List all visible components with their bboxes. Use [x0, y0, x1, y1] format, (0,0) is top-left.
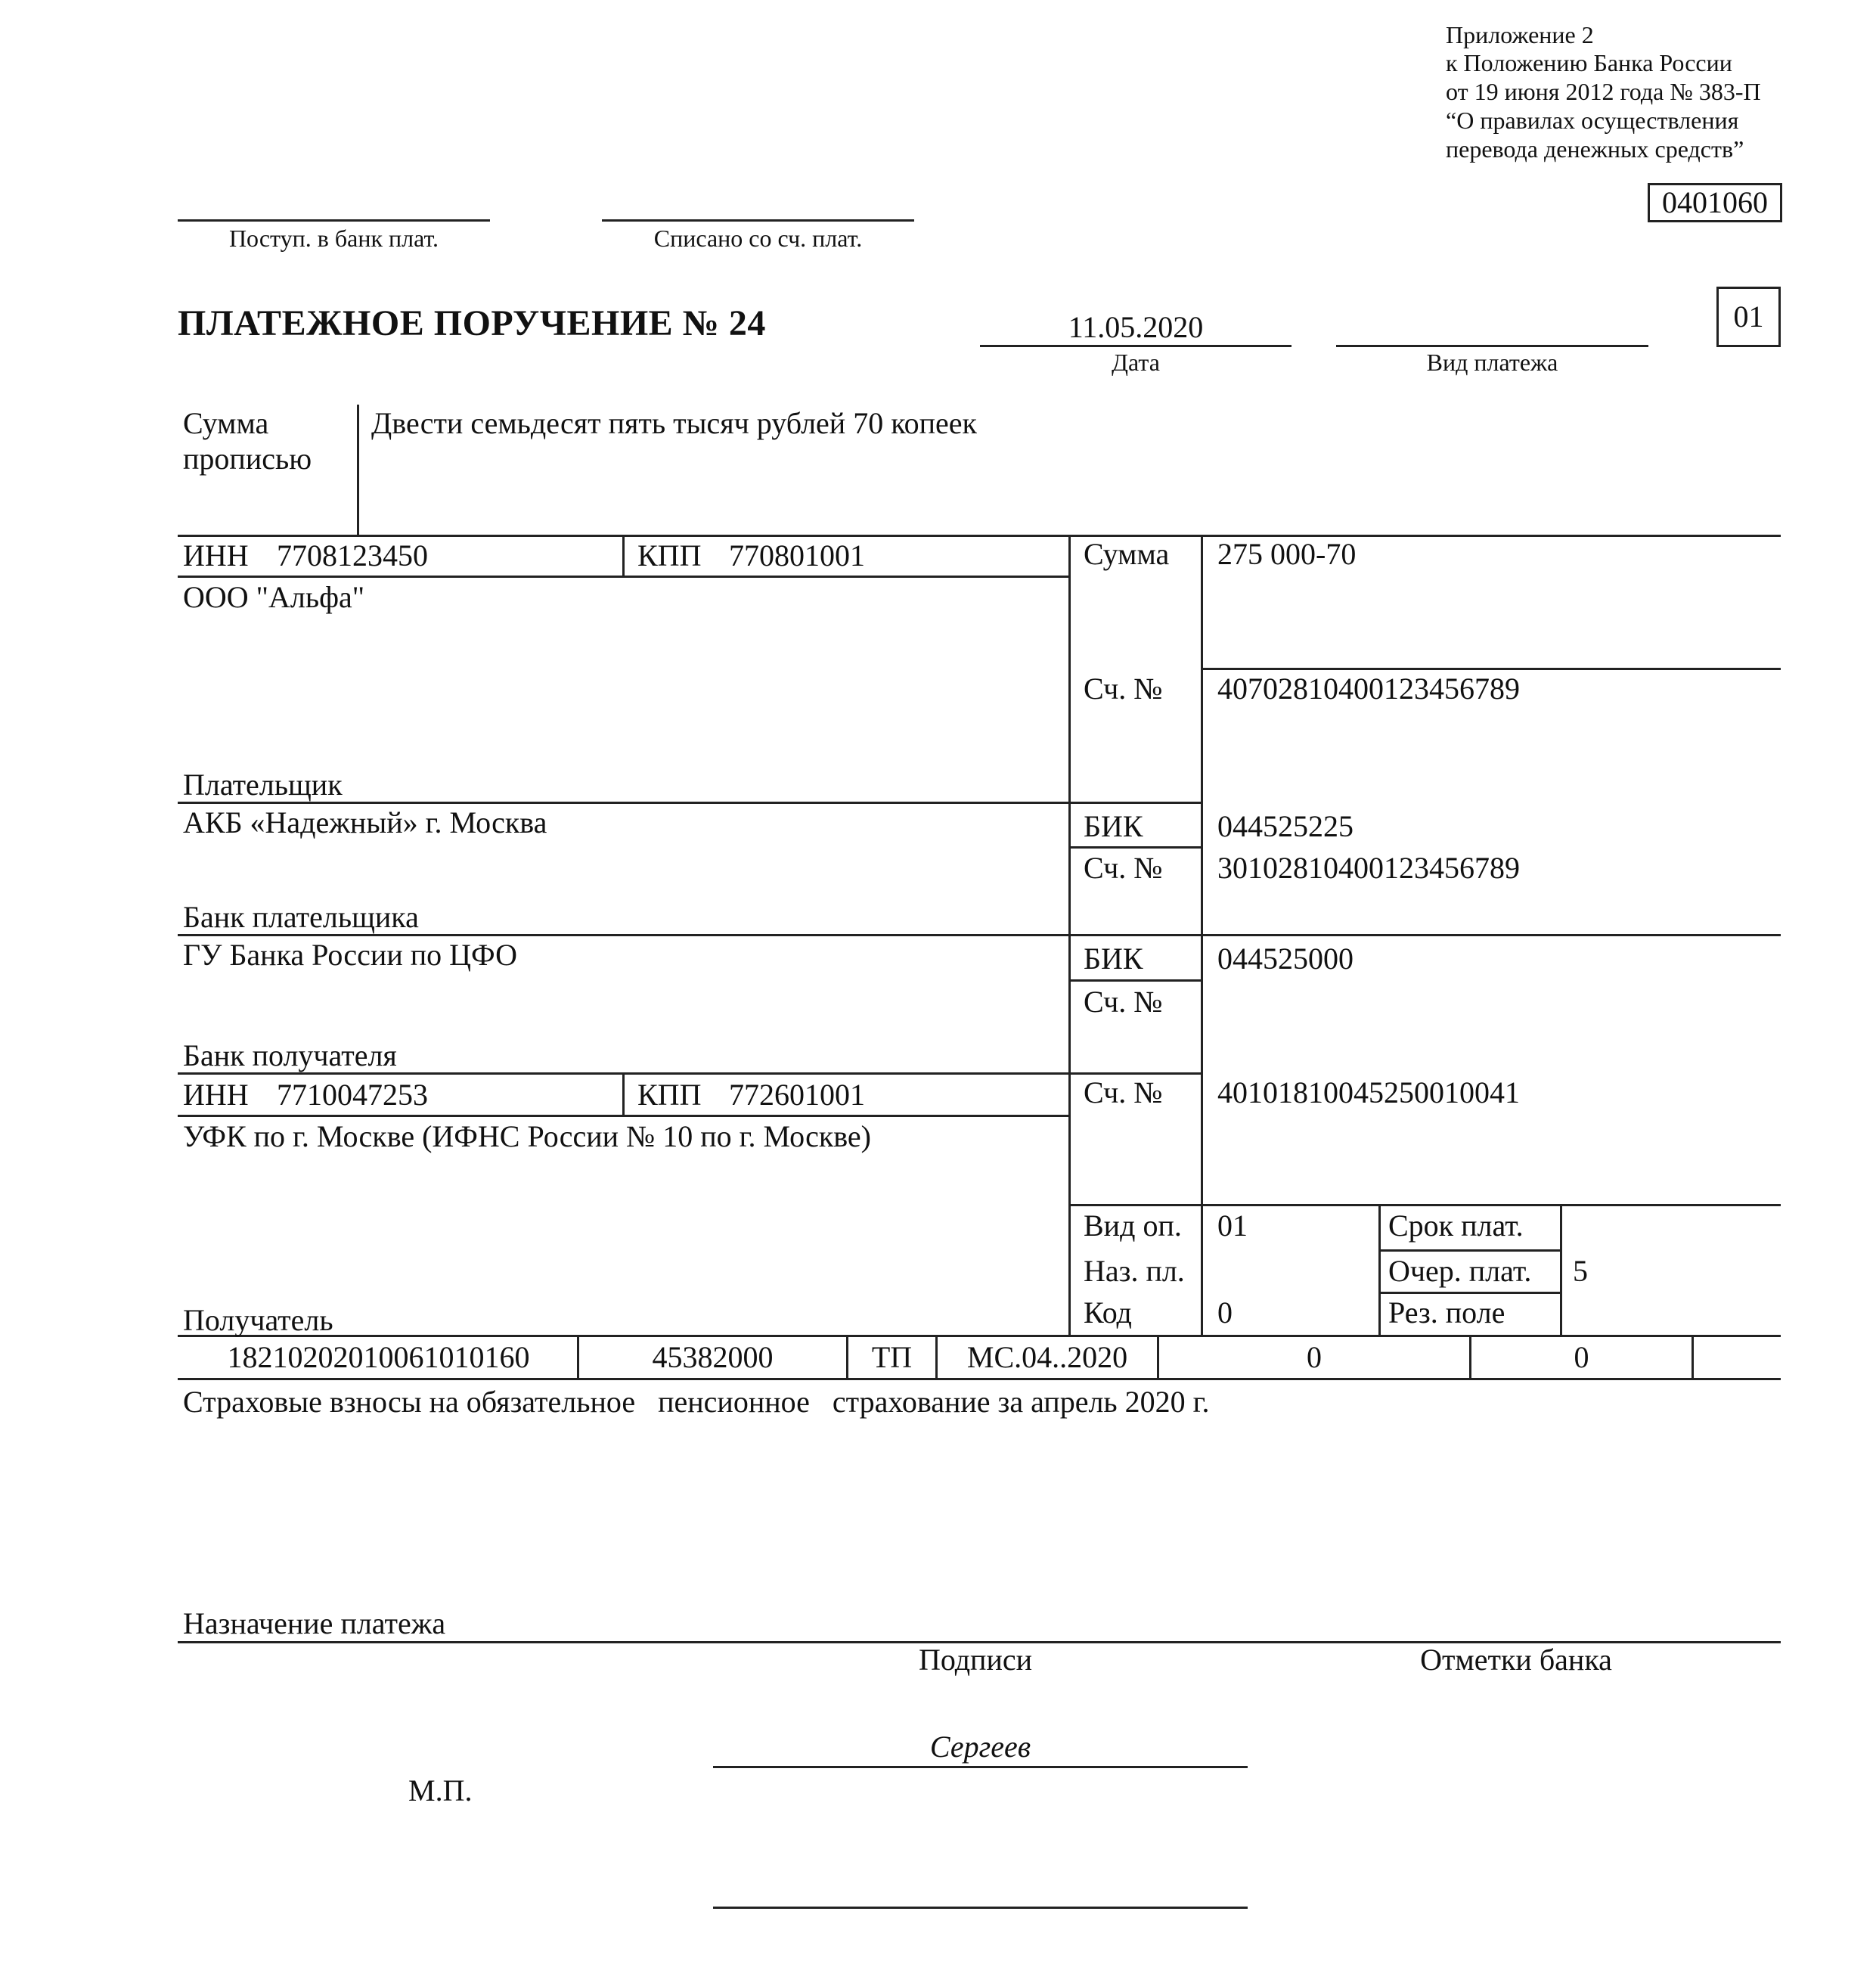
tax-kbk: 18210202010061010160: [227, 1340, 530, 1374]
status-code-box: [1716, 287, 1781, 347]
grid-line-details-top: [1068, 1204, 1781, 1206]
grid-divider-payer-inn-kpp: [622, 535, 625, 577]
bank-marks-label: Отметки банка: [1420, 1643, 1612, 1677]
payer-bank-bik: 044525225: [1217, 809, 1354, 843]
reserved-label: Рез. поле: [1388, 1295, 1505, 1330]
grid-line-tax-bottom: [178, 1378, 1781, 1380]
payment-type-line: [1336, 345, 1648, 347]
payee-label: Получатель: [183, 1303, 333, 1337]
document-title: ПЛАТЕЖНОЕ ПОРУЧЕНИЕ № 24: [178, 303, 766, 343]
payer-kpp-label: КПП: [637, 538, 702, 572]
op-type-label: Вид оп.: [1084, 1209, 1182, 1243]
date-line: [980, 345, 1291, 347]
payee-bank-account-label: Сч. №: [1084, 985, 1163, 1019]
appendix-line-4: “О правилах осуществления: [1446, 107, 1739, 134]
debited-label: Списано со сч. плат.: [653, 225, 863, 252]
date-value: 11.05.2020: [1068, 310, 1204, 344]
amount-words-label-1: Сумма: [183, 406, 269, 440]
purpose-label: Назначение платежа: [183, 1606, 446, 1640]
date-label: Дата: [1112, 349, 1160, 376]
amount-words-label-2: прописью: [183, 442, 312, 476]
payer-name: ООО "Альфа": [183, 580, 365, 614]
appendix-line-3: от 19 июня 2012 года № 383-П: [1446, 78, 1761, 105]
amount-label: Сумма: [1084, 537, 1170, 571]
appendix-line-5: перевода денежных средств”: [1446, 135, 1744, 163]
grid-divider-payee-inn-kpp: [622, 1072, 625, 1116]
debited-line: [602, 219, 914, 222]
payee-inn: 7710047253: [277, 1078, 428, 1112]
payer-inn-label: ИНН: [183, 538, 249, 572]
payer-bank-account: 30102810400123456789: [1217, 851, 1520, 885]
due-date-label: Срок плат.: [1388, 1209, 1524, 1243]
payee-kpp: 772601001: [729, 1078, 865, 1112]
grid-line-due-date: [1378, 1249, 1561, 1252]
priority-label: Очер. плат.: [1388, 1254, 1532, 1288]
amount-value: 275 000-70: [1217, 537, 1357, 571]
amount-words-divider: [357, 405, 359, 535]
tax-oktmo: 45382000: [652, 1340, 774, 1374]
form-code-box: [1648, 183, 1782, 222]
op-type: 01: [1217, 1209, 1248, 1243]
payer-account: 40702810400123456789: [1217, 672, 1520, 706]
tax-basis: ТП: [871, 1340, 913, 1374]
payee-name: УФК по г. Москве (ИФНС России № 10 по г. Москве): [183, 1119, 871, 1153]
payer-bank-label: Банк плательщика: [183, 900, 419, 934]
payer-bank-bik-label: БИК: [1084, 809, 1143, 843]
code-value: 0: [1217, 1295, 1233, 1330]
tax-doc-date: 0: [1574, 1340, 1589, 1374]
payer-kpp: 770801001: [729, 538, 865, 572]
grid-divider-details-2: [1560, 1204, 1562, 1335]
grid-line-amount-bottom: [1201, 668, 1781, 670]
purpose-code-label: Наз. пл.: [1084, 1254, 1185, 1288]
grid-line-tax-top: [178, 1335, 1781, 1337]
payee-bank-name: ГУ Банка России по ЦФО: [183, 938, 517, 972]
payee-account: 40101810045250010041: [1217, 1075, 1520, 1109]
form-code: 0401060: [1662, 185, 1768, 219]
payee-kpp-label: КПП: [637, 1078, 702, 1112]
grid-line-payee-bank-bik: [1068, 979, 1202, 982]
payee-account-label: Сч. №: [1084, 1075, 1163, 1109]
grid-line-payer-top: [178, 535, 1781, 537]
payer-bank-account-label: Сч. №: [1084, 851, 1163, 885]
stamp-label: М.П.: [408, 1773, 473, 1807]
payer-account-label: Сч. №: [1084, 672, 1163, 706]
priority: 5: [1573, 1254, 1588, 1288]
payer-inn: 7708123450: [277, 538, 428, 572]
signature-signer: Сергеев: [929, 1730, 1031, 1764]
tax-doc-number: 0: [1307, 1340, 1322, 1374]
code-label: Код: [1084, 1295, 1132, 1330]
payment-type-label: Вид платежа: [1426, 349, 1558, 376]
grid-line-payer-bank-bik: [1068, 846, 1202, 849]
payee-bank-label: Банк получателя: [183, 1038, 397, 1072]
status-code: 01: [1733, 299, 1764, 334]
signature-line-1: [713, 1766, 1248, 1768]
payer-label: Плательщик: [183, 768, 343, 802]
received-label: Поступ. в банк плат.: [228, 225, 439, 252]
payee-bank-bik: 044525000: [1217, 942, 1354, 976]
signatures-label: Подписи: [918, 1643, 1033, 1677]
tax-period: МС.04..2020: [966, 1340, 1128, 1374]
grid-divider-details-1: [1378, 1204, 1381, 1335]
amount-words-value: Двести семьдесят пять тысяч рублей 70 копеек: [371, 406, 977, 440]
grid-line-priority: [1378, 1292, 1561, 1294]
purpose-text: Страховые взносы на обязательное пенсионное страхование за апрель 2020 г.: [183, 1385, 1210, 1419]
signature-line-2: [713, 1907, 1248, 1909]
payer-bank-name: АКБ «Надежный» г. Москва: [183, 805, 547, 839]
payee-inn-label: ИНН: [183, 1078, 249, 1112]
payee-bank-bik-label: БИК: [1084, 942, 1143, 976]
received-line: [178, 219, 490, 222]
appendix-line-2: к Положению Банка России: [1446, 49, 1732, 76]
tax-divider-6: [1692, 1335, 1694, 1379]
appendix-line-1: Приложение 2: [1446, 21, 1594, 48]
